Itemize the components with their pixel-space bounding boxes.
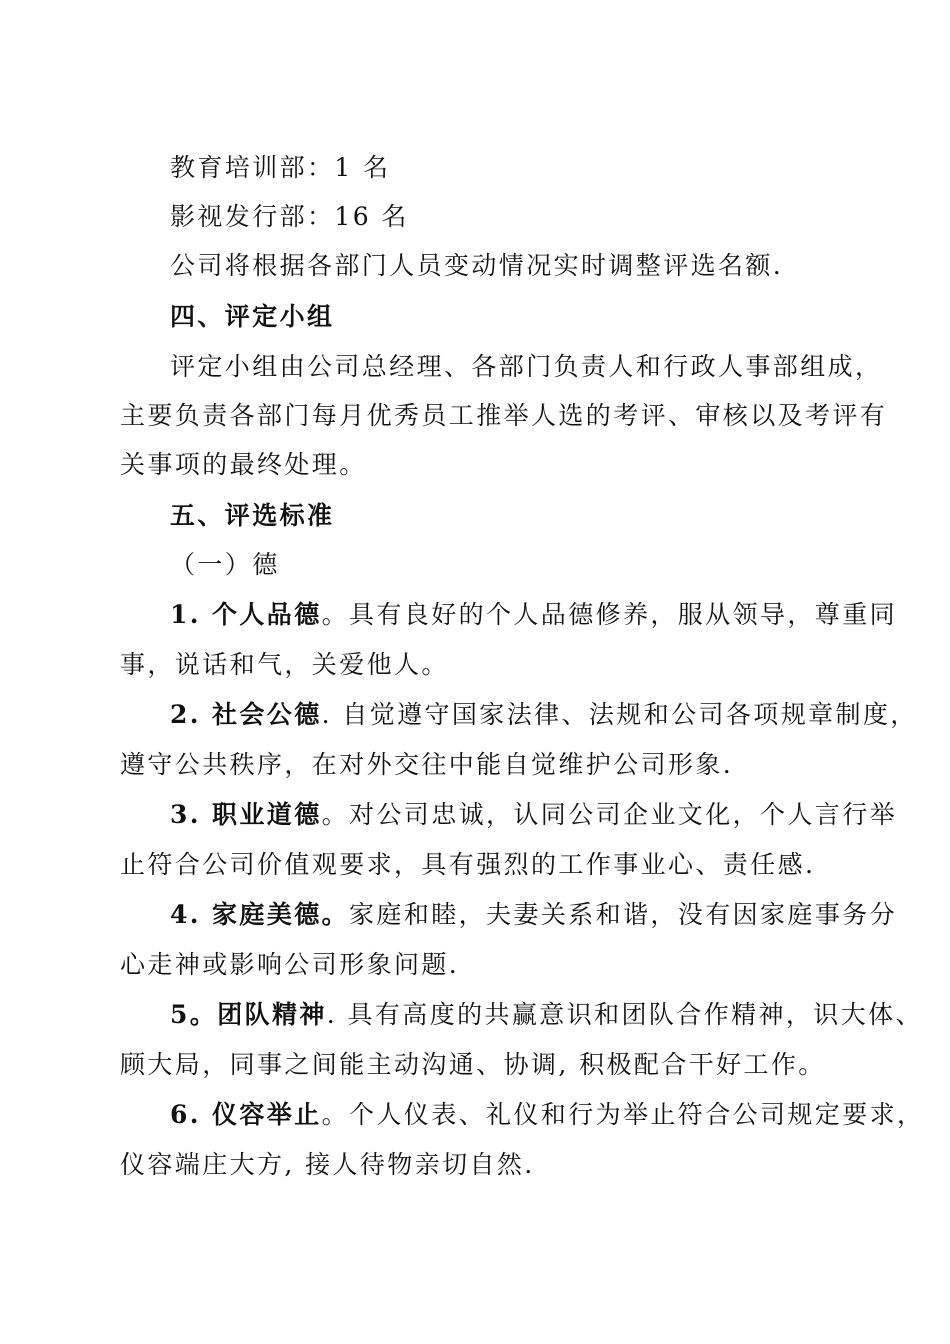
- item-4-line2: 心走神或影响公司形象问题.: [120, 950, 460, 979]
- item-2-line2: 遵守公共秩序，在对外交往中能自觉维护公司形象.: [120, 750, 734, 779]
- quota-note: 公司将根据各部门人员变动情况实时调整评选名额.: [170, 251, 784, 280]
- item-6-title: 6. 仪容举止: [170, 1100, 322, 1129]
- section4-line3: 关事项的最终处理。: [120, 450, 367, 479]
- section5-heading: 五、评选标准: [170, 501, 335, 530]
- item-1-title: 1. 个人品德: [170, 600, 322, 629]
- item-5-line1: [170, 990, 923, 1039]
- section4-line2: 主要负责各部门每月优秀员工推举人选的考评、审核以及考评有: [120, 401, 888, 430]
- item-2-line1: [170, 690, 918, 739]
- quota-education: 教育培训部：1 名: [170, 153, 391, 182]
- item-6-text: 。个人仪表、礼仪和行为举止符合公司规定要求，: [321, 1100, 925, 1129]
- item-1-text: 。具有良好的个人品德修养，服从领导，尊重同: [321, 600, 898, 629]
- item-3-title: 3. 职业道德: [170, 800, 322, 829]
- item-1-line1: [170, 590, 912, 639]
- item-5-title: 5。团队精神: [170, 1000, 327, 1029]
- item-6-line2: 仪容端庄大方, 接人待物亲切自然.: [120, 1150, 535, 1179]
- item-4-line1: [170, 890, 912, 939]
- item-2-title: 2. 社会公德: [170, 700, 322, 729]
- item-6-line1: [170, 1090, 925, 1139]
- item-4-text: 家庭和睦，夫妻关系和谐，没有因家庭事务分: [349, 900, 898, 929]
- item-4-title: 4. 家庭美德。: [170, 900, 350, 929]
- section4-heading: 四、评定小组: [170, 302, 335, 331]
- item-3-line2: 止符合公司价值观要求，具有强烈的工作事业心、责任感.: [120, 850, 816, 879]
- quota-film: 影视发行部：16 名: [170, 202, 409, 231]
- item-3-line1: [170, 790, 912, 839]
- item-2-text: . 自觉遵守国家法律、法规和公司各项规章制度，: [321, 700, 918, 729]
- section4-line1: 评定小组由公司总经理、各部门负责人和行政人事部组成，: [170, 352, 883, 381]
- item-1-line2: 事，说话和气，关爱他人。: [120, 650, 449, 679]
- section5-sub1: （一）德: [170, 550, 280, 579]
- item-5-line2: 顾大局，同事之间能主动沟通、协调, 积极配合干好工作。: [120, 1050, 826, 1079]
- item-5-text: . 具有高度的共赢意识和团队合作精神，识大体、: [326, 1000, 923, 1029]
- item-3-text: 。对公司忠诚，认同公司企业文化，个人言行举: [321, 800, 898, 829]
